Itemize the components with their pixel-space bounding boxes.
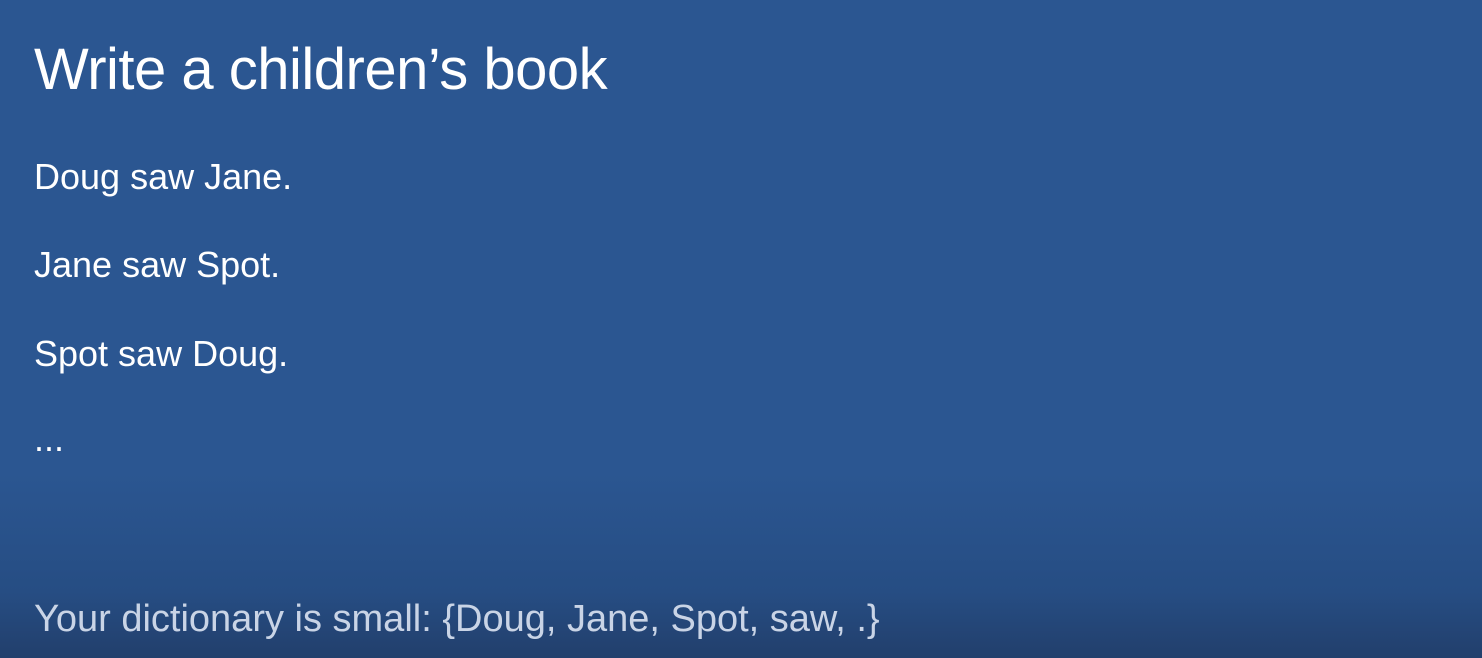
story-line-3: Spot saw Doug. bbox=[34, 333, 289, 374]
story-line-2: Jane saw Spot. bbox=[34, 244, 281, 285]
dictionary-note: Your dictionary is small: {Doug, Jane, Spot, saw, .} bbox=[34, 598, 880, 640]
slide-title: Write a children’s book bbox=[34, 37, 608, 102]
story-ellipsis: ... bbox=[34, 418, 65, 459]
story-line-1: Doug saw Jane. bbox=[34, 156, 293, 197]
